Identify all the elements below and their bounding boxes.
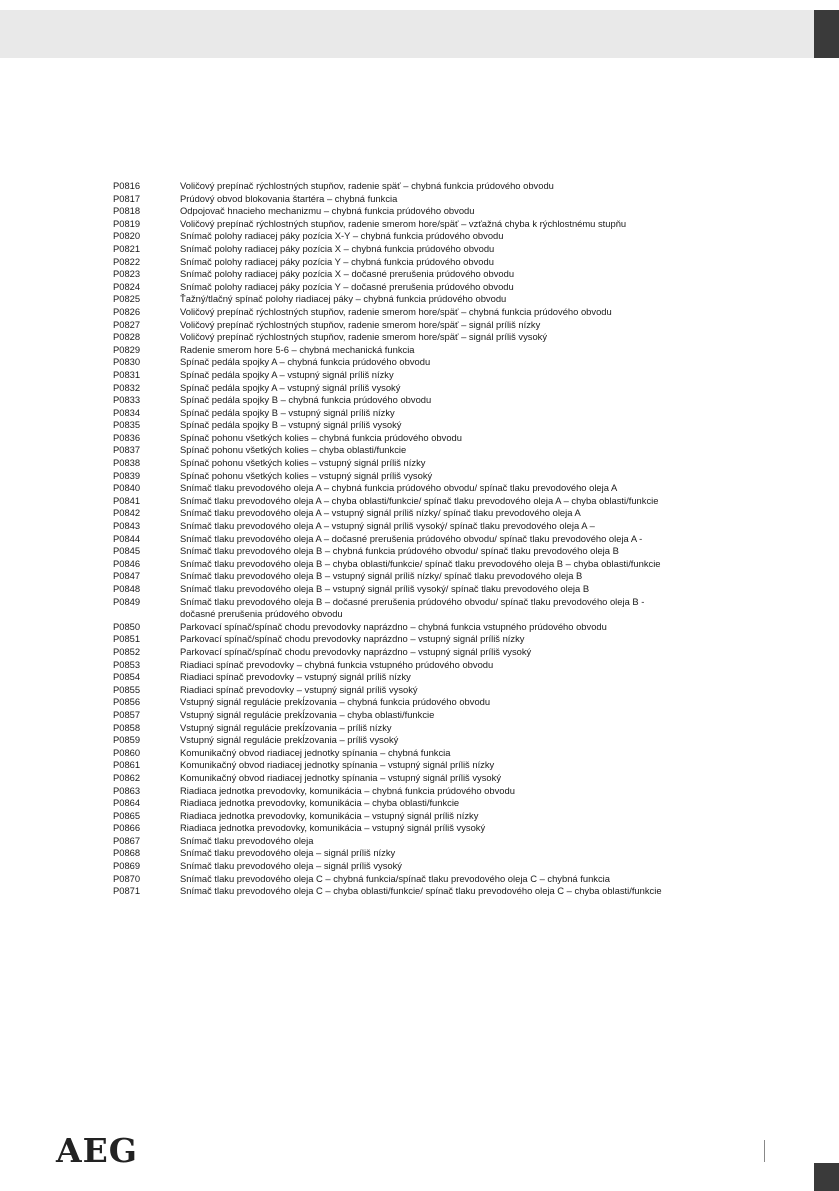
fault-description: [180, 860, 803, 873]
fault-code: P0867: [113, 834, 141, 846]
code-row: [113, 646, 803, 659]
fault-description-line: Spínač pohonu všetkých kolies – chybná funkcia prúdového obvodu: [180, 431, 462, 443]
fault-description-line: Parkovací spínač/spínač chodu prevodovky naprázdno – chybná funkcia vstupného prúdového obvodu: [180, 620, 607, 632]
fault-code: P0830: [113, 356, 141, 368]
fault-description: [180, 407, 803, 420]
fault-code: P0845: [113, 545, 141, 557]
fault-description-line: dočasné prerušenia prúdového obvodu: [180, 608, 343, 620]
code-row: [113, 885, 803, 898]
fault-description: [180, 583, 803, 596]
fault-code: P0823: [113, 268, 141, 280]
code-row: [113, 394, 803, 407]
code-row: [113, 709, 803, 722]
fault-description: [180, 230, 803, 243]
fault-description-line: Riadiaca jednotka prevodovky, komunikácia – vstupný signál príliš vysoký: [180, 822, 486, 834]
fault-code: P0864: [113, 797, 141, 809]
fault-description-line: Komunikačný obvod riadiacej jednotky spínania – vstupný signál príliš vysoký: [180, 771, 502, 783]
fault-description: [180, 344, 803, 357]
fault-code: P0852: [113, 645, 141, 657]
code-row: [113, 785, 803, 798]
fault-code: P0861: [113, 759, 141, 771]
fault-code: P0832: [113, 381, 141, 393]
fault-code: P0849: [113, 595, 141, 607]
fault-description: [180, 205, 803, 218]
code-row: [113, 545, 803, 558]
code-row: [113, 432, 803, 445]
fault-description: [180, 545, 803, 558]
code-row: [113, 256, 803, 269]
fault-code: P0863: [113, 784, 141, 796]
fault-description-line: Vstupný signál regulácie prekĺzovania – príliš vysoký: [180, 734, 399, 746]
code-row: [113, 306, 803, 319]
fault-description: [180, 885, 803, 898]
page-number-divider: [764, 1140, 765, 1162]
fault-code: P0827: [113, 318, 141, 330]
fault-description: [180, 482, 803, 495]
fault-description: [180, 444, 803, 457]
fault-description: [180, 432, 803, 445]
code-row: [113, 331, 803, 344]
code-row: [113, 533, 803, 546]
brand-logo: AEG: [56, 1131, 138, 1170]
fault-description: [180, 193, 803, 206]
code-row: [113, 659, 803, 672]
code-row: [113, 558, 803, 571]
fault-description-line: Riadiaci spínač prevodovky – vstupný signál príliš nízky: [180, 671, 411, 683]
code-row: [113, 344, 803, 357]
code-row: [113, 369, 803, 382]
fault-description-line: Snímač tlaku prevodového oleja A – chyba oblasti/funkcie/ spínač tlaku prevodového oleja A – chyba oblasti/funkcie: [180, 494, 659, 506]
fault-code: P0846: [113, 557, 141, 569]
code-row: [113, 759, 803, 772]
fault-description: [180, 558, 803, 571]
fault-description-line: Snímač tlaku prevodového oleja B – chybná funkcia prúdového obvodu/ spínač tlaku prevodového oleja B: [180, 545, 619, 557]
fault-description-line: Riadiaci spínač prevodovky – chybná funkcia vstupného prúdového obvodu: [180, 658, 494, 670]
fault-description: [180, 218, 803, 231]
fault-code: P0850: [113, 620, 141, 632]
fault-description: [180, 470, 803, 483]
fault-description: [180, 319, 803, 332]
fault-code: P0856: [113, 696, 141, 708]
code-row: [113, 281, 803, 294]
code-row: [113, 583, 803, 596]
fault-code: P0825: [113, 293, 141, 305]
fault-description-line: Voličový prepínač rýchlostných stupňov, radenie smerom hore/späť – chybná funkcia prúdového obvodu: [180, 305, 612, 317]
code-row: [113, 268, 803, 281]
fault-description-line: Spínač pedála spojky A – vstupný signál príliš vysoký: [180, 381, 401, 393]
fault-description: [180, 822, 803, 835]
fault-description: [180, 709, 803, 722]
fault-description-line: Voličový prepínač rýchlostných stupňov, radenie smerom hore/späť – signál príliš vysoký: [180, 331, 548, 343]
code-row: [113, 444, 803, 457]
code-row: [113, 772, 803, 785]
code-row: [113, 205, 803, 218]
fault-description: [180, 382, 803, 395]
fault-code: P0835: [113, 419, 141, 431]
code-row: [113, 734, 803, 747]
fault-description: [180, 394, 803, 407]
fault-description-line: Voličový prepínač rýchlostných stupňov, radenie smerom hore/späť – signál príliš nízky: [180, 318, 541, 330]
fault-description-line: Spínač pohonu všetkých kolies – vstupný signál príliš vysoký: [180, 469, 433, 481]
fault-description-line: Snímač polohy radiacej páky pozícia X – chybná funkcia prúdového obvodu: [180, 242, 495, 254]
fault-description: [180, 306, 803, 319]
code-row: [113, 243, 803, 256]
fault-description-line: Parkovací spínač/spínač chodu prevodovky naprázdno – vstupný signál príliš nízky: [180, 633, 525, 645]
fault-description: [180, 596, 803, 621]
code-row: [113, 470, 803, 483]
fault-description: [180, 495, 803, 508]
fault-description-line: Spínač pedála spojky B – chybná funkcia prúdového obvodu: [180, 394, 432, 406]
code-row: [113, 810, 803, 823]
fault-description: [180, 759, 803, 772]
fault-code: P0836: [113, 431, 141, 443]
fault-description: [180, 293, 803, 306]
code-row: [113, 520, 803, 533]
fault-code: P0822: [113, 255, 141, 267]
fault-code: P0866: [113, 822, 141, 834]
code-row: [113, 419, 803, 432]
fault-description: [180, 873, 803, 886]
fault-description-line: Spínač pedála spojky B – vstupný signál príliš vysoký: [180, 419, 402, 431]
fault-code: P0843: [113, 520, 141, 532]
fault-description-line: Snímač tlaku prevodového oleja B – chyba oblasti/funkcie/ spínač tlaku prevodového oleja B – chyba oblasti/funkcie: [180, 557, 661, 569]
fault-description-line: Odpojovač hnacieho mechanizmu – chybná funkcia prúdového obvodu: [180, 205, 475, 217]
fault-description-line: Snímač tlaku prevodového oleja B – vstupný signál príliš vysoký/ spínač tlaku prevodového oleja B: [180, 583, 590, 594]
fault-description: [180, 331, 803, 344]
fault-description-line: Spínač pedála spojky B – vstupný signál príliš nízky: [180, 406, 395, 418]
section-tab-bottom: [814, 1163, 839, 1191]
code-row: [113, 860, 803, 873]
fault-description-line: Komunikačný obvod riadiacej jednotky spínania – vstupný signál príliš nízky: [180, 759, 495, 771]
fault-description: [180, 646, 803, 659]
fault-description-line: Spínač pohonu všetkých kolies – vstupný signál príliš nízky: [180, 457, 426, 469]
fault-code: P0817: [113, 192, 141, 204]
fault-description: [180, 722, 803, 735]
fault-code: P0860: [113, 746, 141, 758]
fault-description: [180, 369, 803, 382]
fault-description-line: Spínač pohonu všetkých kolies – chyba oblasti/funkcie: [180, 444, 407, 456]
fault-description-line: Snímač polohy radiacej páky pozícia X-Y – chybná funkcia prúdového obvodu: [180, 230, 504, 242]
code-row: [113, 495, 803, 508]
fault-code: P0837: [113, 444, 141, 456]
fault-description: [180, 256, 803, 269]
code-row: [113, 230, 803, 243]
fault-description-line: Snímač tlaku prevodového oleja A – vstupný signál príliš vysoký/ spínač tlaku prevodového oleja A –: [180, 520, 595, 532]
fault-description: [180, 847, 803, 860]
fault-description-line: Prúdový obvod blokovania štartéra – chybná funkcia: [180, 192, 398, 204]
fault-description-line: Riadiaca jednotka prevodovky, komunikácia – chybná funkcia prúdového obvodu: [180, 784, 515, 796]
fault-code: P0821: [113, 242, 141, 254]
fault-description-line: Komunikačný obvod riadiacej jednotky spínania – chybná funkcia: [180, 746, 451, 758]
fault-code: P0871: [113, 885, 141, 897]
fault-code: P0824: [113, 280, 141, 292]
fault-code-list: [113, 180, 803, 898]
fault-description-line: Voličový prepínač rýchlostných stupňov, radenie smerom hore/späť – vzťažná chyba k rýchlostnému stupňu: [180, 217, 627, 229]
fault-code: P0847: [113, 570, 141, 582]
code-row: [113, 507, 803, 520]
code-row: [113, 797, 803, 810]
header-band: [0, 10, 839, 58]
fault-code: P0839: [113, 469, 141, 481]
fault-description-line: Snímač tlaku prevodového oleja: [180, 834, 314, 846]
fault-description: [180, 747, 803, 760]
fault-description: [180, 356, 803, 369]
code-row: [113, 835, 803, 848]
fault-description: [180, 684, 803, 697]
fault-description-line: Spínač pedála spojky A – chybná funkcia prúdového obvodu: [180, 356, 431, 368]
fault-code: P0869: [113, 860, 141, 872]
code-row: [113, 822, 803, 835]
fault-code: P0828: [113, 331, 141, 343]
fault-description: [180, 533, 803, 546]
code-row: [113, 684, 803, 697]
fault-code: P0858: [113, 721, 141, 733]
code-row: [113, 319, 803, 332]
code-row: [113, 382, 803, 395]
fault-description: [180, 419, 803, 432]
fault-description: [180, 734, 803, 747]
fault-code: P0819: [113, 217, 141, 229]
code-row: [113, 356, 803, 369]
fault-description-line: Radenie smerom hore 5-6 – chybná mechanická funkcia: [180, 343, 415, 355]
fault-code: P0834: [113, 406, 141, 418]
fault-description-line: Snímač tlaku prevodového oleja A – dočasné prerušenia prúdového obvodu/ spínač tlaku prevodového oleja A -: [180, 532, 643, 544]
fault-code: P0848: [113, 583, 141, 594]
fault-code: P0826: [113, 305, 141, 317]
fault-description-line: Riadiaca jednotka prevodovky, komunikácia – vstupný signál príliš nízky: [180, 809, 479, 821]
code-row: [113, 482, 803, 495]
code-row: [113, 596, 803, 621]
fault-code: P0853: [113, 658, 141, 670]
fault-description-line: Spínač pedála spojky A – vstupný signál príliš nízky: [180, 368, 394, 380]
fault-description: [180, 659, 803, 672]
fault-description: [180, 621, 803, 634]
fault-code: P0851: [113, 633, 141, 645]
fault-description: [180, 785, 803, 798]
fault-description: [180, 268, 803, 281]
fault-description: [180, 243, 803, 256]
fault-code: P0862: [113, 771, 141, 783]
fault-description-line: Snímač polohy radiacej páky pozícia Y – dočasné prerušenia prúdového obvodu: [180, 280, 514, 292]
fault-description: [180, 520, 803, 533]
fault-description: [180, 696, 803, 709]
code-row: [113, 407, 803, 420]
fault-description: [180, 507, 803, 520]
fault-description: [180, 570, 803, 583]
code-row: [113, 671, 803, 684]
fault-description: [180, 457, 803, 470]
fault-code: P0855: [113, 683, 141, 695]
code-row: [113, 570, 803, 583]
fault-description-line: Snímač tlaku prevodového oleja – signál príliš nízky: [180, 847, 396, 859]
code-row: [113, 621, 803, 634]
fault-code: P0841: [113, 494, 141, 506]
fault-description-line: Vstupný signál regulácie prekĺzovania – chyba oblasti/funkcie: [180, 708, 435, 720]
code-row: [113, 457, 803, 470]
fault-description-line: Vstupný signál regulácie prekĺzovania – príliš nízky: [180, 721, 392, 733]
fault-code: P0816: [113, 180, 141, 191]
fault-code: P0833: [113, 394, 141, 406]
fault-code: P0838: [113, 457, 141, 469]
code-row: [113, 180, 803, 193]
fault-description: [180, 180, 803, 193]
fault-code: P0831: [113, 368, 141, 380]
fault-description-line: Riadiaci spínač prevodovky – vstupný signál príliš vysoký: [180, 683, 418, 695]
fault-description-line: Snímač tlaku prevodového oleja C – chybná funkcia/spínač tlaku prevodového oleja C – chybná funkcia: [180, 872, 610, 884]
fault-description: [180, 671, 803, 684]
code-row: [113, 218, 803, 231]
fault-description-line: Snímač tlaku prevodového oleja B – dočasné prerušenia prúdového obvodu/ spínač tlaku prevodového oleja B -: [180, 595, 645, 607]
fault-code: P0857: [113, 708, 141, 720]
fault-description-line: Snímač tlaku prevodového oleja B – vstupný signál príliš nízky/ spínač tlaku prevodového oleja B: [180, 570, 583, 582]
fault-code: P0865: [113, 809, 141, 821]
fault-code: P0818: [113, 205, 141, 217]
fault-code: P0868: [113, 847, 141, 859]
fault-description-line: Ťažný/tlačný spínač polohy riadiacej páky – chybná funkcia prúdového obvodu: [180, 293, 507, 305]
fault-description-line: Snímač polohy radiacej páky pozícia X – dočasné prerušenia prúdového obvodu: [180, 268, 515, 280]
fault-code: P0842: [113, 507, 141, 519]
code-row: [113, 747, 803, 760]
fault-code: P0854: [113, 671, 141, 683]
fault-code: P0820: [113, 230, 141, 242]
fault-code: P0870: [113, 872, 141, 884]
fault-code: P0859: [113, 734, 141, 746]
fault-description-line: Snímač tlaku prevodového oleja C – chyba oblasti/funkcie/ spínač tlaku prevodového oleja C – chyba oblasti/funkcie: [180, 885, 662, 897]
code-row: [113, 633, 803, 646]
section-tab-top: [814, 10, 839, 58]
code-row: [113, 847, 803, 860]
fault-description: [180, 633, 803, 646]
fault-description-line: Snímač polohy radiacej páky pozícia Y – chybná funkcia prúdového obvodu: [180, 255, 494, 267]
fault-description: [180, 281, 803, 294]
fault-code: P0844: [113, 532, 141, 544]
fault-description: [180, 835, 803, 848]
fault-description-line: Voličový prepínač rýchlostných stupňov, radenie späť – chybná funkcia prúdového obvodu: [180, 180, 554, 191]
code-row: [113, 696, 803, 709]
fault-description-line: Snímač tlaku prevodového oleja A – vstupný signál príliš nízky/ spínač tlaku prevodového oleja A: [180, 507, 581, 519]
fault-description-line: Riadiaca jednotka prevodovky, komunikácia – chyba oblasti/funkcie: [180, 797, 460, 809]
code-row: [113, 722, 803, 735]
fault-description-line: Snímač tlaku prevodového oleja A – chybná funkcia prúdového obvodu/ spínač tlaku prevodového oleja A: [180, 482, 618, 494]
fault-description-line: Vstupný signál regulácie prekĺzovania – chybná funkcia prúdového obvodu: [180, 696, 491, 708]
fault-description: [180, 772, 803, 785]
code-row: [113, 293, 803, 306]
fault-code: P0840: [113, 482, 141, 494]
fault-description: [180, 810, 803, 823]
fault-description-line: Parkovací spínač/spínač chodu prevodovky naprázdno – vstupný signál príliš vysoký: [180, 645, 532, 657]
fault-code: P0829: [113, 343, 141, 355]
fault-description: [180, 797, 803, 810]
code-row: [113, 873, 803, 886]
code-row: [113, 193, 803, 206]
fault-description-line: Snímač tlaku prevodového oleja – signál príliš vysoký: [180, 860, 402, 872]
